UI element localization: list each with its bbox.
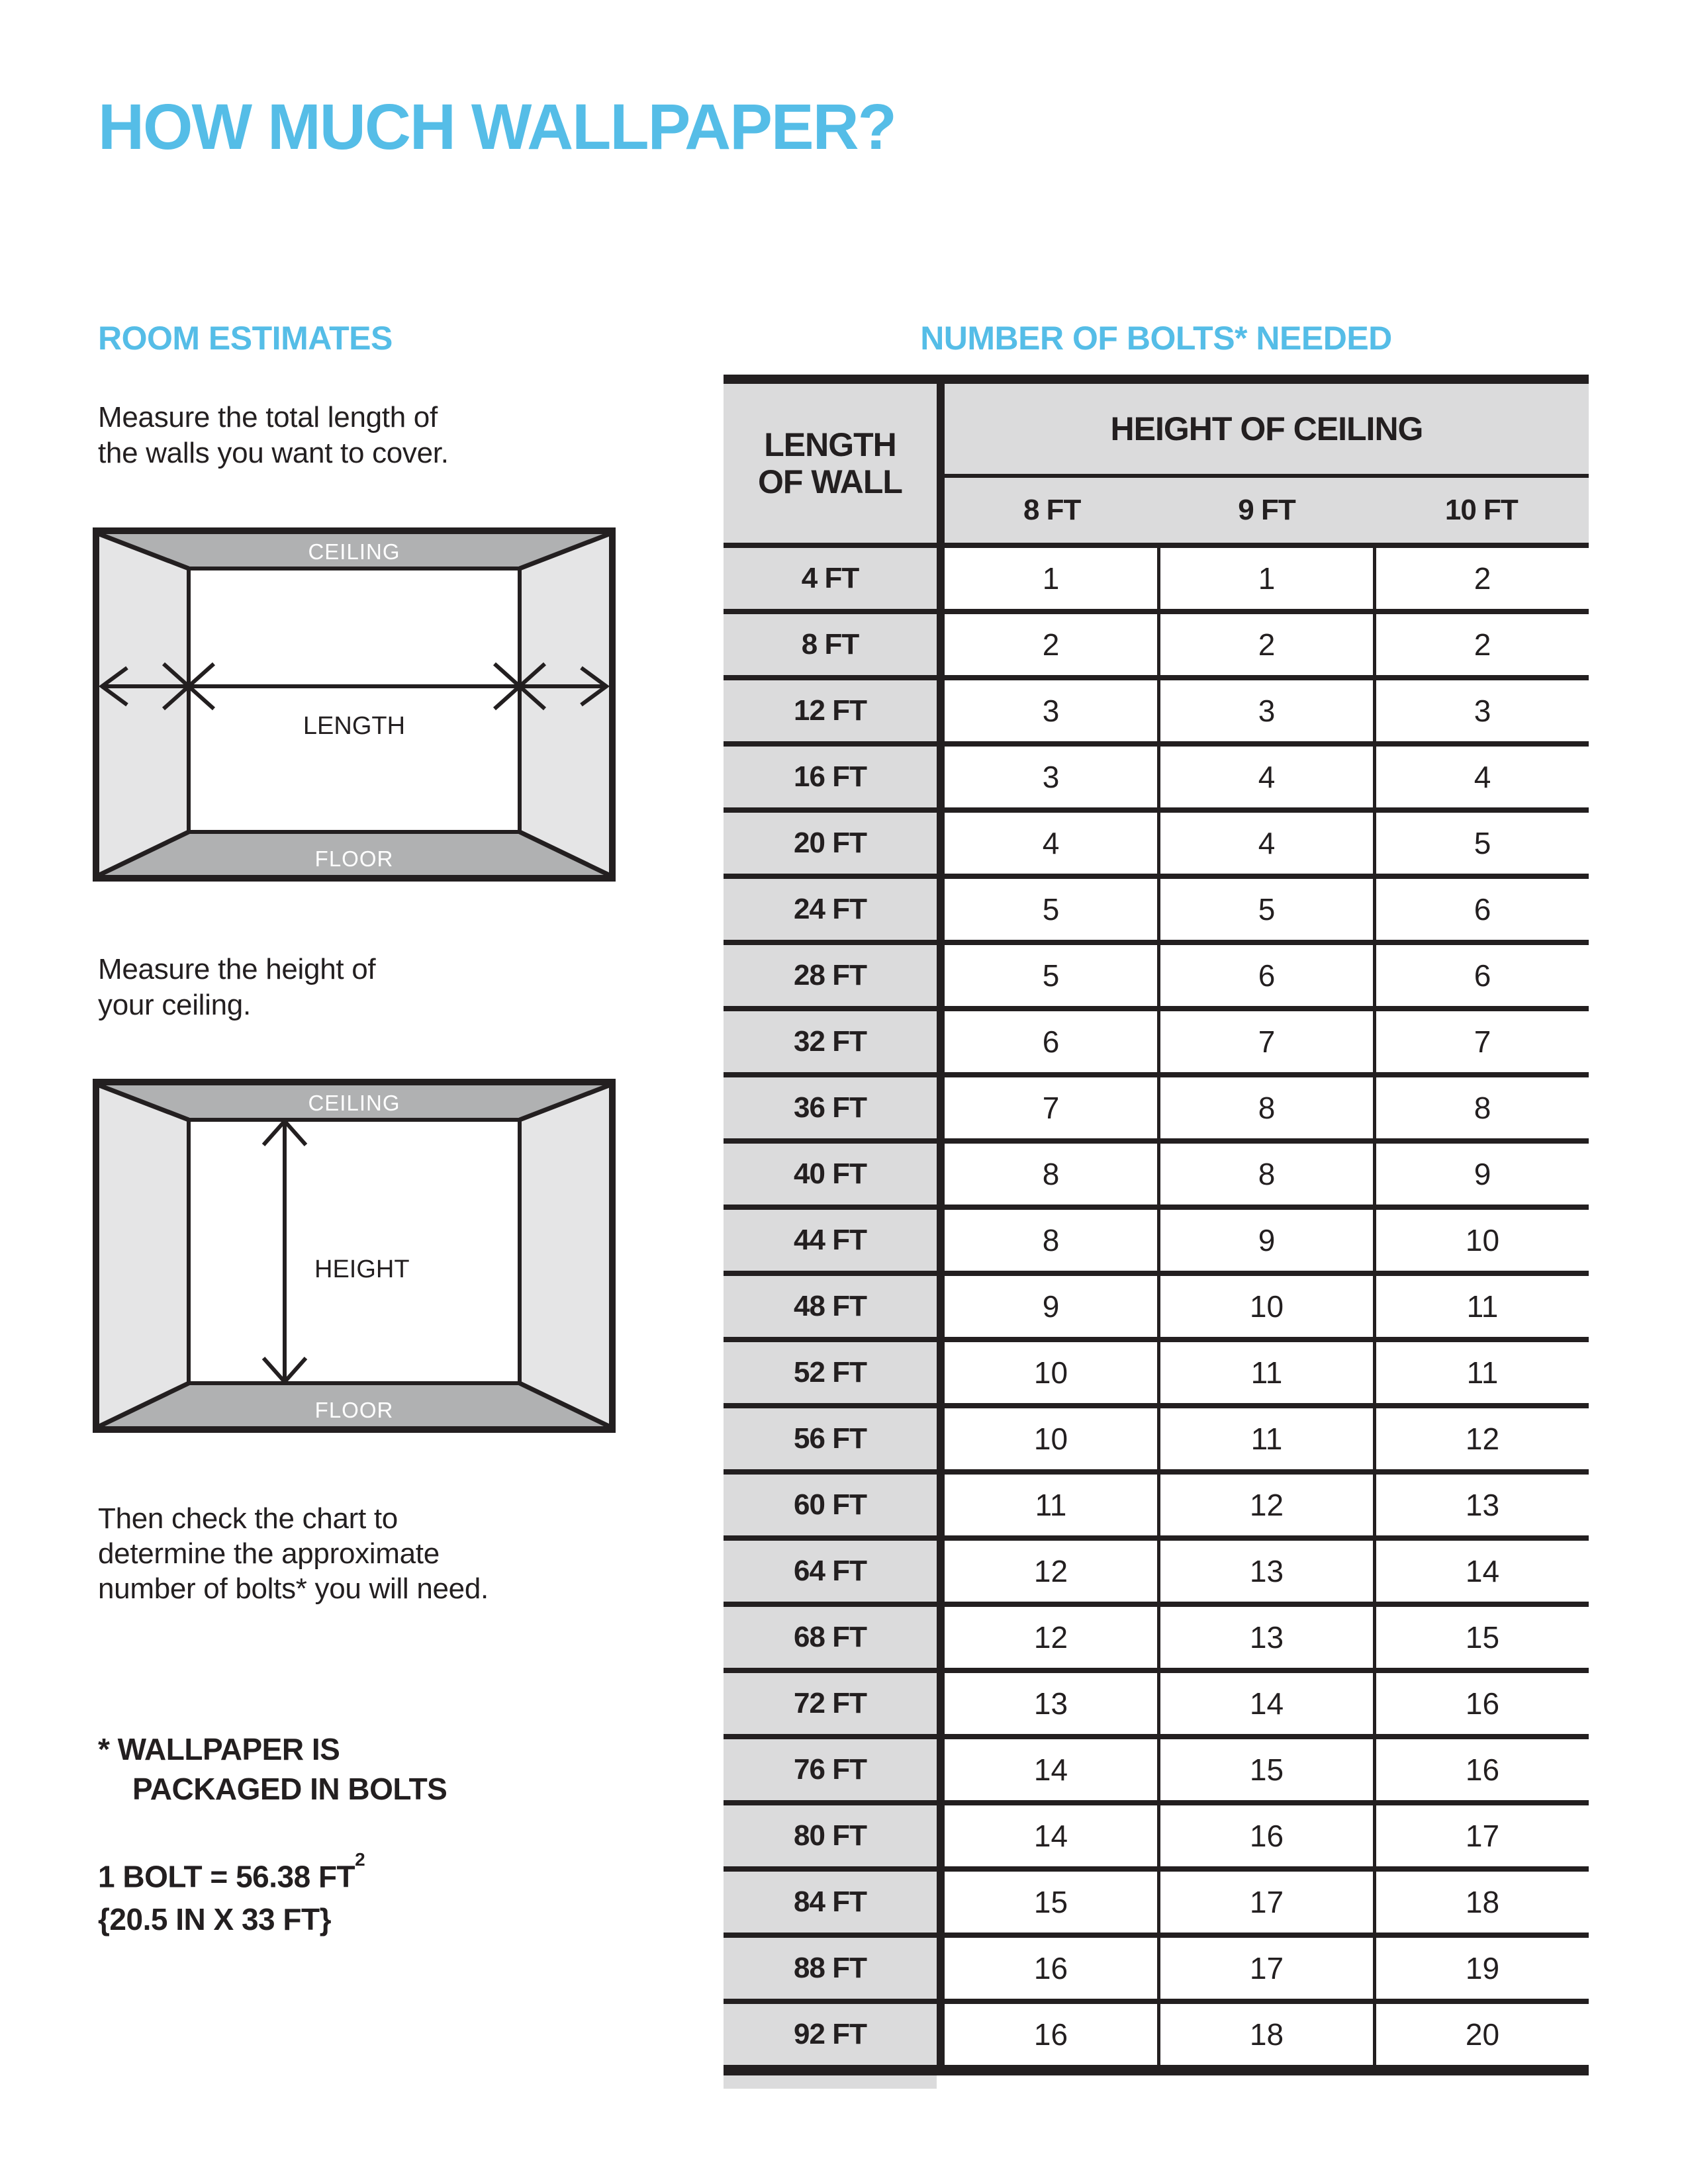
row-cells — [945, 614, 1589, 675]
table-vertical-divider — [937, 879, 945, 940]
bolt-count-cell: 6 — [1373, 879, 1589, 940]
bolt-count-cell: 20 — [1373, 2004, 1589, 2065]
bolt-count-cell: 17 — [1157, 1872, 1373, 1933]
row-cells — [945, 2004, 1589, 2065]
table-vertical-divider — [937, 1541, 945, 1602]
instruction-line: Then check the chart to — [98, 1502, 398, 1535]
bolt-count-cell: 11 — [1373, 1276, 1589, 1337]
floor-label: FLOOR — [314, 1398, 394, 1422]
table-row — [724, 1933, 1589, 1999]
row-cells — [945, 879, 1589, 940]
bolt-count-cell: 14 — [1373, 1541, 1589, 1602]
bolt-count-cell: 19 — [1373, 1938, 1589, 1999]
table-vertical-divider — [937, 1077, 945, 1138]
bolt-count-cell: 12 — [1033, 1554, 1068, 1588]
bolt-count-cell: 6 — [1157, 945, 1373, 1006]
row-label: 60 FT — [724, 1475, 937, 1535]
table-row — [724, 1535, 1589, 1602]
row-label: 56 FT — [724, 1408, 937, 1469]
bolt-count-cell: 14 — [1033, 1752, 1068, 1787]
table-vertical-divider — [937, 1276, 945, 1337]
right-wall-panel — [520, 1085, 609, 1426]
bolt-count-cell: 7 — [1042, 1091, 1060, 1125]
bolt-count-cell: 2 — [1157, 614, 1373, 675]
table-row — [724, 1271, 1589, 1337]
bolt-count-cell: 7 — [1373, 1011, 1589, 1072]
table-vertical-divider — [937, 680, 945, 741]
bolt-count-cell: 2 — [1373, 548, 1589, 609]
table-vertical-divider — [937, 1210, 945, 1271]
bolt-count-cell: 8 — [1157, 1077, 1373, 1138]
bolt-count-cell: 3 — [1373, 680, 1589, 741]
left-wall-panel — [99, 1085, 189, 1426]
bolt-count-cell: 11 — [1373, 1342, 1589, 1403]
table-row — [724, 1469, 1589, 1535]
row-cells — [945, 1276, 1589, 1337]
table-row — [724, 874, 1589, 940]
bolt-equation — [98, 1848, 365, 1898]
row-cells — [945, 1342, 1589, 1403]
table-vertical-divider — [937, 1342, 945, 1403]
row-label: 24 FT — [724, 879, 937, 940]
bolt-count-cell: 15 — [1373, 1607, 1589, 1668]
bolt-count-cell: 1 — [1042, 561, 1060, 596]
bolt-count-cell: 16 — [1373, 1739, 1589, 1800]
bolt-count-cell: 10 — [1033, 1355, 1068, 1390]
table-vertical-divider — [937, 2004, 945, 2065]
bolt-count-cell: 10 — [1373, 1210, 1589, 1271]
instruction-line: Measure the total length of — [98, 401, 438, 433]
table-vertical-divider — [937, 1673, 945, 1734]
table-row — [724, 1668, 1589, 1734]
bolt-count-cell: 8 — [1157, 1144, 1373, 1205]
row-cells — [945, 1541, 1589, 1602]
column-header-8ft: 8 FT — [1023, 494, 1081, 526]
table-vertical-divider — [937, 384, 945, 543]
bolt-count-cell: 5 — [1042, 958, 1060, 993]
row-cells — [945, 813, 1589, 874]
row-label: 40 FT — [724, 1144, 937, 1205]
instruction-line: number of bolts* you will need. — [98, 1572, 489, 1605]
row-cells — [945, 1938, 1589, 1999]
back-wall — [189, 1120, 520, 1383]
table-vertical-divider — [937, 1938, 945, 1999]
instruction-line: Measure the height of — [98, 953, 376, 985]
row-label: 12 FT — [724, 680, 937, 741]
row-label: 64 FT — [724, 1541, 937, 1602]
bolt-count-cell: 17 — [1373, 1805, 1589, 1866]
bolt-count-cell: 16 — [1157, 1805, 1373, 1866]
room-diagram-height — [93, 1079, 616, 1433]
bolt-count-cell: 18 — [1157, 2004, 1373, 2065]
instruction-measure-length — [98, 400, 449, 471]
table-vertical-divider — [937, 747, 945, 807]
bolt-count-cell: 2 — [1373, 614, 1589, 675]
row-cells — [945, 1475, 1589, 1535]
bolt-count-cell: 17 — [1157, 1938, 1373, 1999]
row-label: 92 FT — [724, 2004, 937, 2065]
row-cells — [945, 1739, 1589, 1800]
row-cells — [945, 680, 1589, 741]
row-cells — [945, 1872, 1589, 1933]
bolt-count-cell: 11 — [1035, 1488, 1067, 1522]
bolt-count-cell: 8 — [1042, 1223, 1060, 1257]
table-vertical-divider — [937, 1408, 945, 1469]
ceiling-label: CEILING — [308, 539, 400, 564]
table-row — [724, 1006, 1589, 1072]
length-of-wall-header — [724, 384, 937, 543]
row-cells — [945, 945, 1589, 1006]
bolt-count-cell: 9 — [1042, 1289, 1060, 1324]
instruction-measure-height — [98, 952, 375, 1023]
bolt-count-cell: 11 — [1157, 1342, 1373, 1403]
bolt-count-cell: 1 — [1157, 548, 1373, 609]
row-cells — [945, 1408, 1589, 1469]
bolts-needed-heading: NUMBER OF BOLTS* NEEDED — [920, 320, 1392, 357]
table-row — [724, 543, 1589, 609]
row-label: 52 FT — [724, 1342, 937, 1403]
row-cells — [945, 1607, 1589, 1668]
table-row — [724, 1138, 1589, 1205]
bolt-count-cell: 13 — [1373, 1475, 1589, 1535]
length-of-wall-line: OF WALL — [758, 463, 902, 500]
bolt-count-cell: 13 — [1157, 1541, 1373, 1602]
bolt-count-cell: 14 — [1157, 1673, 1373, 1734]
table-row — [724, 1337, 1589, 1403]
table-row — [724, 1602, 1589, 1668]
row-label: 80 FT — [724, 1805, 937, 1866]
table-row — [724, 1734, 1589, 1800]
instruction-line: determine the approximate — [98, 1537, 440, 1570]
table-row — [724, 940, 1589, 1006]
footnote-line: PACKAGED IN BOLTS — [132, 1772, 447, 1806]
table-vertical-divider — [937, 1144, 945, 1205]
column-headers-row — [945, 478, 1589, 543]
bolt-count-cell: 8 — [1042, 1157, 1060, 1191]
bolt-count-cell: 2 — [1042, 627, 1060, 662]
footnote-wallpaper-bolts — [98, 1729, 447, 1809]
instruction-line: the walls you want to cover. — [98, 437, 449, 469]
row-label: 20 FT — [724, 813, 937, 874]
column-header-9ft: 9 FT — [1238, 494, 1295, 526]
row-label: 4 FT — [724, 548, 937, 609]
floor-label: FLOOR — [314, 846, 394, 871]
bolt-info-block — [98, 1848, 365, 1941]
row-cells — [945, 1805, 1589, 1866]
row-label: 28 FT — [724, 945, 937, 1006]
row-cells — [945, 1210, 1589, 1271]
row-cells — [945, 548, 1589, 609]
bolt-count-cell: 7 — [1157, 1011, 1373, 1072]
row-label: 36 FT — [724, 1077, 937, 1138]
room-diagram-length — [93, 527, 616, 882]
instruction-check-chart — [98, 1501, 489, 1606]
bolt-count-cell: 4 — [1373, 747, 1589, 807]
bolt-count-cell: 3 — [1042, 760, 1060, 794]
bolt-count-cell: 3 — [1042, 694, 1060, 728]
bolt-dimensions: {20.5 IN X 33 FT} — [98, 1902, 331, 1937]
bolt-count-cell: 4 — [1157, 747, 1373, 807]
table-vertical-divider — [937, 813, 945, 874]
bolt-count-cell: 3 — [1157, 680, 1373, 741]
bolt-count-cell: 4 — [1157, 813, 1373, 874]
ceiling-label: CEILING — [308, 1091, 400, 1115]
bolt-equation-superscript: 2 — [355, 1849, 365, 1870]
row-label: 84 FT — [724, 1872, 937, 1933]
table-vertical-divider — [937, 945, 945, 1006]
table-row — [724, 1866, 1589, 1933]
bolt-count-cell: 15 — [1157, 1739, 1373, 1800]
bolt-count-cell: 14 — [1033, 1819, 1068, 1853]
bolt-count-cell: 9 — [1373, 1144, 1589, 1205]
table-vertical-divider — [937, 1475, 945, 1535]
table-row — [724, 1205, 1589, 1271]
table-vertical-divider — [937, 1607, 945, 1668]
height-label: HEIGHT — [314, 1255, 410, 1283]
length-of-wall-line: LENGTH — [764, 426, 896, 463]
bolt-count-cell: 5 — [1157, 879, 1373, 940]
bolt-count-cell: 8 — [1373, 1077, 1589, 1138]
back-wall — [189, 569, 520, 832]
instruction-line: your ceiling. — [98, 989, 251, 1021]
row-label: 16 FT — [724, 747, 937, 807]
table-bottom-bar — [724, 2065, 1589, 2075]
label-column-stub — [724, 2075, 937, 2089]
table-vertical-divider — [937, 548, 945, 609]
bolt-count-cell: 10 — [1157, 1276, 1373, 1337]
table-row — [724, 807, 1589, 874]
bolt-equation-text: 1 BOLT = 56.38 FT — [98, 1859, 355, 1894]
table-header — [724, 384, 1589, 543]
row-label: 32 FT — [724, 1011, 937, 1072]
length-label: LENGTH — [303, 712, 406, 740]
table-row — [724, 1072, 1589, 1138]
ceiling-height-header-group — [945, 384, 1589, 543]
table-row — [724, 1403, 1589, 1469]
row-label: 76 FT — [724, 1739, 937, 1800]
bolt-count-cell: 16 — [1033, 1951, 1068, 1985]
row-label: 72 FT — [724, 1673, 937, 1734]
table-row — [724, 741, 1589, 807]
table-row — [724, 675, 1589, 741]
footnote-line: * WALLPAPER IS — [98, 1732, 340, 1766]
bolt-count-cell: 16 — [1033, 2017, 1068, 2052]
page-title: HOW MUCH WALLPAPER? — [98, 91, 896, 163]
table-vertical-divider — [937, 1739, 945, 1800]
row-label: 44 FT — [724, 1210, 937, 1271]
bolt-count-cell: 6 — [1373, 945, 1589, 1006]
column-header-10ft: 10 FT — [1444, 494, 1518, 526]
table-row — [724, 609, 1589, 675]
bolt-count-cell: 12 — [1157, 1475, 1373, 1535]
table-row — [724, 1999, 1589, 2065]
row-cells — [945, 1011, 1589, 1072]
row-cells — [945, 747, 1589, 807]
bolt-count-cell: 4 — [1042, 826, 1060, 860]
table-row — [724, 1800, 1589, 1866]
row-cells — [945, 1673, 1589, 1734]
bolt-count-cell: 5 — [1042, 892, 1060, 927]
bolt-count-cell: 11 — [1157, 1408, 1373, 1469]
bolt-count-cell: 12 — [1033, 1620, 1068, 1655]
room-estimates-heading: ROOM ESTIMATES — [98, 320, 393, 357]
row-cells — [945, 1144, 1589, 1205]
table-top-bar — [724, 375, 1589, 384]
row-label: 48 FT — [724, 1276, 937, 1337]
left-wall-panel — [99, 534, 189, 875]
row-label: 68 FT — [724, 1607, 937, 1668]
bolt-count-cell: 13 — [1157, 1607, 1373, 1668]
table-body — [724, 543, 1589, 2065]
table-vertical-divider — [937, 1011, 945, 1072]
row-cells — [945, 1077, 1589, 1138]
bolt-count-cell: 13 — [1033, 1686, 1068, 1721]
bolt-count-cell: 9 — [1157, 1210, 1373, 1271]
bolts-table — [724, 375, 1589, 2089]
bolt-count-cell: 10 — [1033, 1422, 1068, 1456]
table-vertical-divider — [937, 614, 945, 675]
bolt-count-cell: 16 — [1373, 1673, 1589, 1734]
table-vertical-divider — [937, 1805, 945, 1866]
row-label: 8 FT — [724, 614, 937, 675]
right-wall-panel — [520, 534, 609, 875]
bolt-count-cell: 5 — [1373, 813, 1589, 874]
bolt-count-cell: 15 — [1033, 1885, 1068, 1919]
bolt-count-cell: 18 — [1373, 1872, 1589, 1933]
row-label: 88 FT — [724, 1938, 937, 1999]
bolt-count-cell: 6 — [1042, 1024, 1060, 1059]
table-vertical-divider — [937, 1872, 945, 1933]
bolt-count-cell: 12 — [1373, 1408, 1589, 1469]
height-of-ceiling-header: HEIGHT OF CEILING — [1110, 410, 1423, 447]
